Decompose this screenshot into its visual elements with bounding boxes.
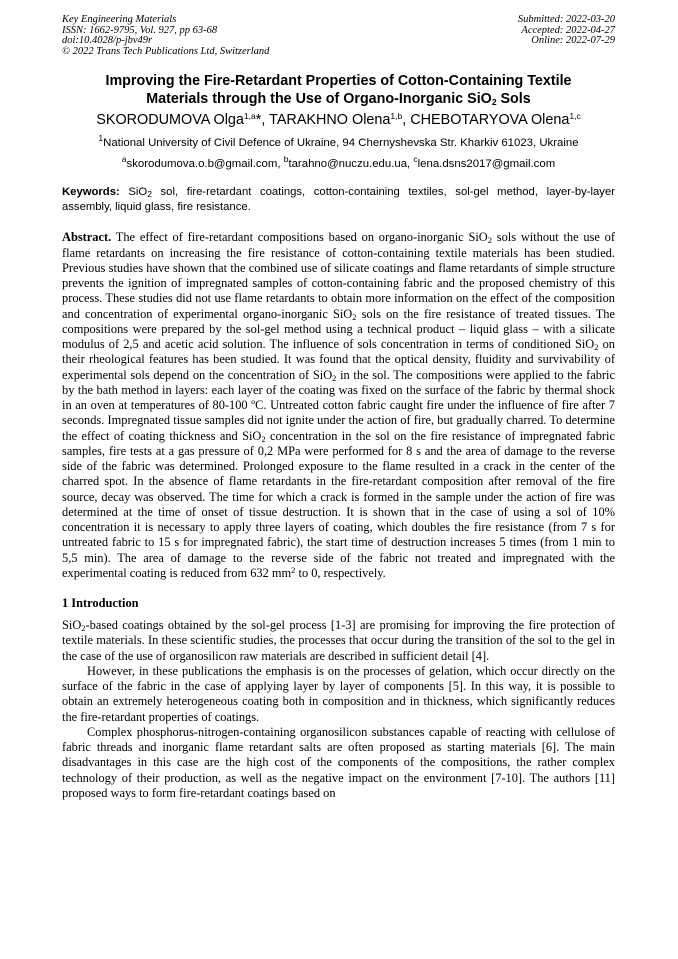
keywords-text-start: SiO xyxy=(119,186,148,199)
accepted-date: Accepted: 2022-04-27 xyxy=(521,24,615,36)
author-1-corresponding: *, xyxy=(255,112,270,129)
author-separator: , xyxy=(402,112,411,129)
keywords-subscript: 2 xyxy=(147,189,152,200)
email-b-mark: b xyxy=(283,154,289,165)
abstract-subscript: 2 xyxy=(487,235,492,246)
abstract-subscript: 2 xyxy=(352,311,357,322)
author-1: SKORODUMOVA Olga xyxy=(96,112,244,129)
email-a-mark: a xyxy=(121,154,127,165)
online-date: Online: 2022-07-29 xyxy=(531,35,615,47)
abstract-text-5: in the sol. The compositions were applied to the fabric by the bath method in layers: each layer of the coating was fixed on the surface of the fabric by thermal shock in an oven at temperatures of 80-100 ºC. Untreated cotton fabric caught fire under the influence of fire after 7 seconds. Impregnated tissue samples did not ignite under the action of fire, but gradually charred. To determine the effect of coating thickness and SiO xyxy=(62,367,615,443)
email-c: lena.dsns2017@gmail.com xyxy=(417,158,556,171)
keywords-label: Keywords: xyxy=(62,186,120,199)
email-b: tarahno@nuczu.edu.ua, xyxy=(288,158,414,171)
keywords-text: sol, fire-retardant coatings, cotton-containing textiles, sol-gel method, layer-by-layer assembly, liquid glass, fire resistance. xyxy=(62,186,615,214)
abstract-text-6: concentration in the sol on the fire resistance of impregnated fabric samples, fire tests at a gas pressure of 0,2 MPa were performed for 8 s and the area of damage to the reverse side of the fabric was determined. Prolonged exposure to the flame resulted in a crack in the center of the charred spot. In the absence of flame retardants in the fire-retardant composition after removal of the fire source, decay was observed. The time for which a crack is formed in the sample under the action of fire was determined at the time of onset of tissue destruction. It is shown that in the case of using a sol of 10% concentration it is necessary to apply three layers of coating, which doubles the fire resistance (from 7 s for untreated fabric to 15 s for impregnated fabric), the start time of destruction increases 5 times (from 1 min to 5,5 min). The area of damage to the reverse side of the fabric not treated and impregnated with the experimental coating is reduced from 632 mm xyxy=(62,428,615,580)
section-heading-introduction: 1 Introduction xyxy=(62,596,139,611)
affiliation-mark: 1 xyxy=(98,133,104,144)
email-a: skorodumova.o.b@gmail.com, xyxy=(126,158,284,171)
keywords xyxy=(62,185,615,215)
paper-page xyxy=(62,15,615,801)
abstract-text-4: on their rheological features has been studied. It was found that the optical density, fluidity and survivability of experimental sols depend on the concentration of SiO xyxy=(62,337,615,382)
author-2-affil: 1,b xyxy=(390,111,403,122)
abstract-text-2: sols without the use of flame retardants on increasing the fire resistance of cotton-containing textile materials has been studied. Previous studies have shown that the combined use of silicate coatings and flame retardants of simple structure prevents the ignition of impregnated samples of cotton-containing fabric and the proposed chemistry of this process. These studies did not use flame retardants to obtain more information on the effect of the composition and concentration of experimental organo-inorganic SiO xyxy=(62,230,616,321)
email-c-mark: c xyxy=(413,154,418,165)
intro-paragraph-2: However, in these publications the emphasis is on the processes of gelation, which occur directly on the surface of the fabric in the case of applying layer by layer of components [5]. In this way, it is possible to obtain an extremely heterogeneous coating both in composition and in thickness, which significantly reduces the fire-retardant properties of coatings. xyxy=(62,663,615,724)
author-1-affil: 1,a xyxy=(243,111,256,122)
author-emails xyxy=(62,154,615,171)
journal-doi: doi:10.4028/p-jbv49r xyxy=(62,35,153,47)
intro-paragraph-1 xyxy=(62,618,615,664)
title-line-1: Improving the Fire-Retardant Properties of Cotton-Containing Textile xyxy=(105,73,572,90)
abstract-subscript: 2 xyxy=(594,342,599,353)
intro-p1-start: SiO xyxy=(62,618,82,633)
submission-dates xyxy=(518,15,615,57)
submitted-date: Submitted: 2022-03-20 xyxy=(517,14,615,25)
author-3-affil: 1,c xyxy=(569,111,581,122)
abstract-superscript: 2 xyxy=(291,564,296,575)
affiliation xyxy=(62,133,615,150)
author-2: TARAKHNO Olena xyxy=(269,112,391,129)
journal-header xyxy=(62,15,615,57)
intro-paragraph-3: Complex phosphorus-nitrogen-containing organosilicon substances capable of reacting with cellulose of fabric threads and inorganic flame retardant salts are often proposed as starting materials [6]. The main disadvantages in this case are the high cost of the components of the compositions, the rather complex technology of their production, as well as the negative impact on the environment [7-10]. The authors [11] proposed ways to form fire-retardant coatings based on xyxy=(62,724,615,800)
journal-copyright: © 2022 Trans Tech Publications Ltd, Switzerland xyxy=(62,45,270,57)
intro-p1-text: -based coatings obtained by the sol-gel process [1-3] are promising for improving the fire protection of textile materials. In these scientific studies, the processes that occur during the transition of the sol to the gel in the case of the use of organosilicon raw materials are described in sufficient detail [4]. xyxy=(62,618,615,663)
title-line-2-text: Materials through the Use of Organo-Inorganic SiO xyxy=(146,91,492,108)
title-line-2 xyxy=(62,90,615,108)
abstract xyxy=(62,230,615,581)
journal-name: Key Engineering Materials xyxy=(62,14,177,25)
author-3: CHEBOTARYOVA Olena xyxy=(410,112,570,129)
introduction-body xyxy=(62,618,615,801)
paper-title xyxy=(62,72,615,108)
abstract-text-3: sols on the fire resistance of treated tissues. The compositions were prepared by the sol-gel method using a technical product – liquid glass – with a silicate modulus of 2,5 and acetic acid solution. The influence of sols concentration in terms of conditioned SiO xyxy=(62,306,615,352)
title-subscript: 2 xyxy=(491,97,497,108)
abstract-subscript: 2 xyxy=(261,433,266,444)
abstract-text-1: The effect of fire-retardant compositions based on organo-inorganic SiO xyxy=(111,230,488,245)
abstract-subscript: 2 xyxy=(332,372,337,383)
author-list xyxy=(62,111,615,129)
journal-info xyxy=(62,15,269,57)
affiliation-text: National University of Civil Defence of Ukraine, 94 Chernyshevska Str. Kharkiv 61023, Ukraine xyxy=(103,137,579,150)
intro-p1-subscript: 2 xyxy=(81,623,86,634)
journal-issn: ISSN: 1662-9795, Vol. 927, pp 63-68 xyxy=(62,24,218,36)
abstract-label: Abstract. xyxy=(62,230,112,245)
abstract-text-7: to 0, respectively. xyxy=(295,565,386,580)
title-line-2-end: Sols xyxy=(496,91,531,108)
